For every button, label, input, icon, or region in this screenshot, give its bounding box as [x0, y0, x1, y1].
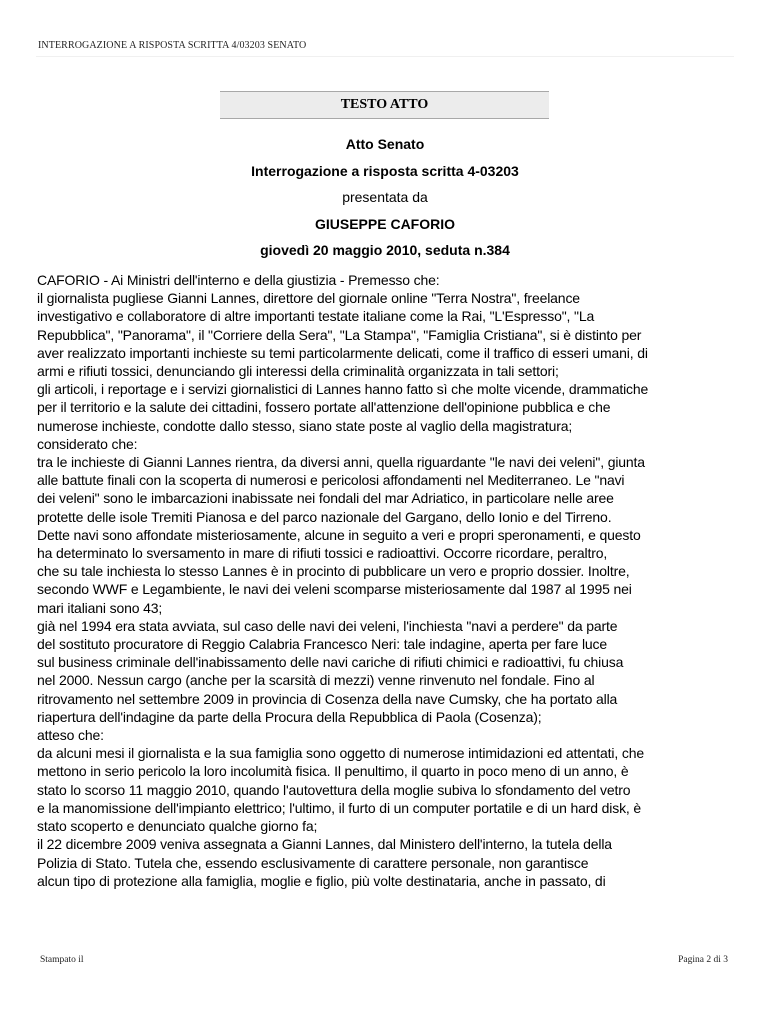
body-line: mettono in serio pericolo la loro incolumità fisica. Il penultimo, il quarto in poco meno di un anno, è: [37, 763, 629, 780]
section-title-box: [220, 91, 549, 119]
body-line: riapertura dell'indagine da parte della Procura della Repubblica di Paola (Cosenza);: [37, 708, 542, 725]
act-body-text: [37, 271, 737, 890]
body-line: sul business criminale dell'inabissamento delle navi cariche di rifiuti chimici e radioattivi, fu chiusa: [37, 654, 624, 671]
body-line: tra le inchieste di Gianni Lannes rientra, da diversi anni, quella riguardante "le navi dei veleni", giunta: [37, 454, 645, 471]
body-line: Repubblica", "Panorama", il "Corriere della Sera", "La Stampa", "Famiglia Cristiana", si è distinto per: [37, 326, 642, 343]
body-line: il giornalista pugliese Gianni Lannes, direttore del giornale online "Terra Nostra", freelance: [37, 290, 580, 307]
act-chamber: Atto Senato: [345, 136, 425, 152]
body-line: già nel 1994 era stata avviata, sul caso delle navi dei veleni, l'inchiesta "navi a perdere" da parte: [37, 617, 618, 634]
body-line: ha determinato lo sversamento in mare di rifiuti tossici e radioattivi. Occorre ricordare, peraltro,: [37, 545, 608, 562]
section-title: TESTO ATTO: [340, 97, 429, 112]
header-divider: [36, 56, 734, 57]
act-date-session: giovedì 20 maggio 2010, seduta n.384: [260, 242, 510, 258]
body-line: ritrovamento nel settembre 2009 in provincia di Cosenza della nave Cumsky, che ha portato alla: [37, 690, 618, 707]
body-line: alcun tipo di protezione alla famiglia, moglie e figlio, più volte destinataria, anche in passato, di: [37, 872, 606, 889]
body-line: Dette navi sono affondate misteriosamente, alcune in seguito a veri e propri speronamenti, e questo: [37, 526, 641, 543]
act-type: Interrogazione a risposta scritta 4-03203: [251, 162, 519, 179]
presented-by-label: presentata da: [342, 189, 428, 205]
body-line: Polizia di Stato. Tutela che, essendo esclusivamente di carattere personale, non garantisce: [37, 854, 589, 871]
body-line: CAFORIO - Ai Ministri dell'interno e della giustizia - Premesso che:: [37, 272, 440, 288]
page-indicator: Pagina 2 di 3: [678, 955, 728, 965]
body-line: stato scoperto e denunciato qualche giorno fa;: [37, 818, 318, 835]
body-line: alle battute finali con la scoperta di numerosi e pericolosi affondamenti nel Mediterraneo. Le "navi: [37, 472, 625, 489]
body-line: e la manomissione dell'impianto elettrico; l'ultimo, il furto di un computer portatile e di un hard disk, è: [37, 799, 642, 816]
act-author: GIUSEPPE CAFORIO: [314, 215, 456, 232]
body-line: il 22 dicembre 2009 veniva assegnata a Gianni Lannes, dal Ministero dell'interno, la tutela della: [37, 836, 612, 853]
printed-date-label: Stampato il: [40, 955, 84, 965]
body-line: del sostituto procuratore di Reggio Calabria Francesco Neri: tale indagine, aperta per fare luce: [37, 636, 608, 653]
body-line: mari italiani sono 43;: [37, 599, 163, 616]
body-line: secondo WWF e Legambiente, le navi dei veleni scomparse misteriosamente dal 1987 al 1995 nei: [37, 581, 632, 598]
body-line: protette delle isole Tremiti Pianosa e del parco nazionale del Gargano, dello Ionio e del Tirreno.: [37, 508, 612, 525]
body-line: aver realizzato importanti inchieste su temi particolarmente delicati, come il traffico di esseri umani, di: [37, 344, 648, 361]
body-line: stato lo scorso 11 maggio 2010, quando l'autovettura della moglie subiva lo sfondamento del vetro: [37, 781, 631, 798]
body-line: armi e rifiuti tossici, denunciando gli interessi della criminalità organizzata in tali settori;: [37, 363, 559, 380]
body-line: che su tale inchiesta lo stesso Lannes è in procinto di pubblicare un vero e proprio dossier. Inoltre,: [37, 563, 630, 580]
body-line: nel 2000. Nessun cargo (anche per la scarsità di mezzi) venne rinvenuto nel fondale. Fino al: [37, 672, 595, 689]
body-line: gli articoli, i reportage e i servizi giornalistici di Lannes hanno fatto sì che molte vicende, drammatiche: [37, 381, 649, 398]
body-line: considerato che:: [37, 435, 138, 452]
act-heading-block: [0, 131, 770, 264]
running-header: INTERROGAZIONE A RISPOSTA SCRITTA 4/03203 SENATO: [38, 40, 307, 51]
body-line: dei veleni" sono le imbarcazioni inabissate nei fondali del mar Adriatico, in particolare nelle aree: [37, 490, 614, 507]
body-line: investigativo e collaboratore di altre importanti testate italiane come la Rai, "L'Espresso", "La: [37, 308, 595, 325]
body-line: numerose inchieste, condotte dallo stesso, siano state poste al vaglio della magistratura;: [37, 417, 573, 434]
body-line: per il territorio e la salute dei cittadini, fossero portate all'attenzione dell'opinione pubblica e che: [37, 399, 611, 416]
body-line: atteso che:: [37, 727, 104, 744]
body-line: da alcuni mesi il giornalista e la sua famiglia sono oggetto di numerose intimidazioni ed attentati, che: [37, 745, 644, 762]
